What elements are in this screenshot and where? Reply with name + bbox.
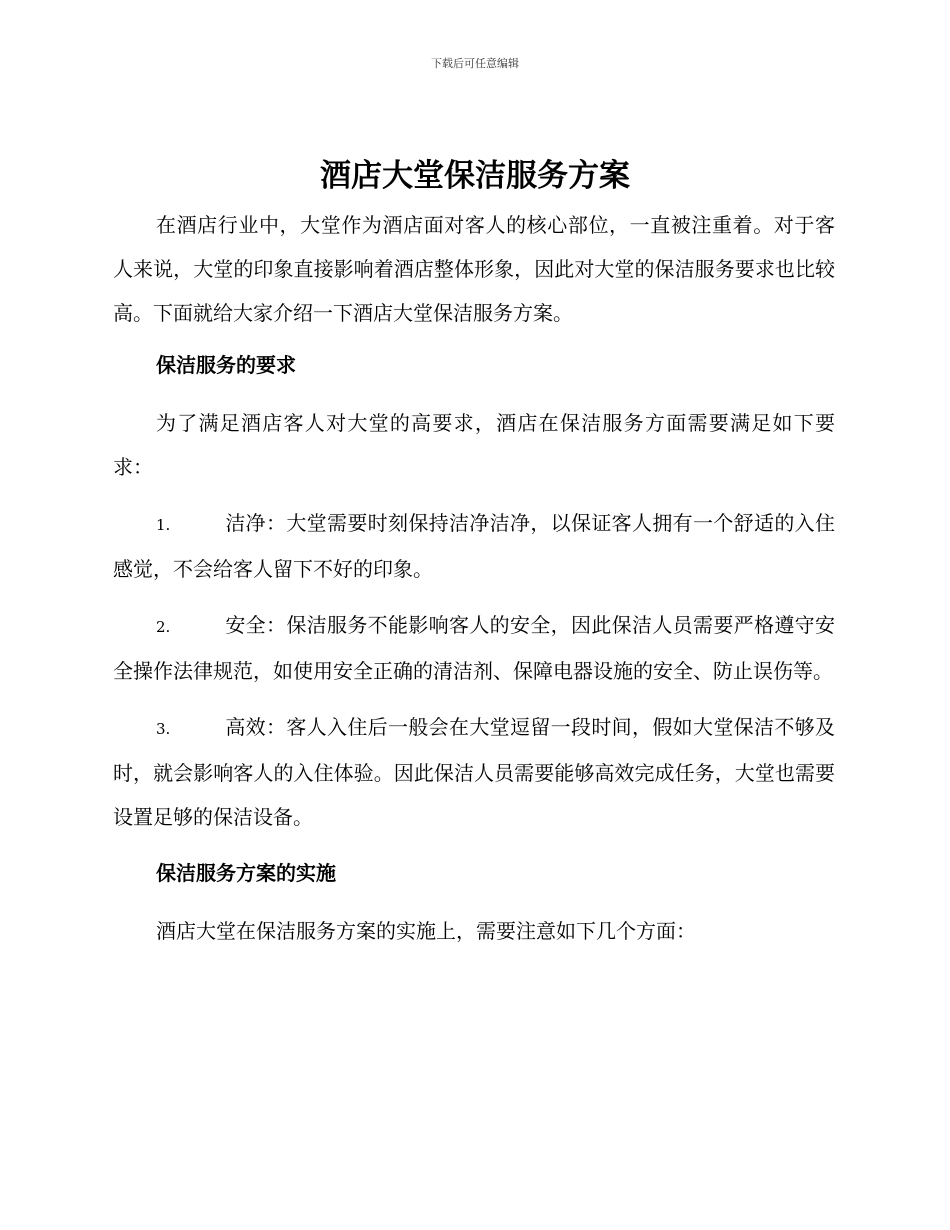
section-heading: 保洁服务的要求 — [156, 353, 296, 377]
list-item — [113, 603, 835, 693]
list-item — [113, 705, 835, 839]
page-header: 下载后可任意编辑 — [431, 57, 519, 70]
list-item-text: 高效：客人入住后一般会在大堂逗留一段时间，假如大堂保洁不够及时，就会影响客人的入住体验。因此保洁人员需要能够高效完成任务，大堂也需要设置足够的保洁设备。 — [113, 715, 835, 829]
list-item-number: 1. — [156, 516, 171, 534]
section-requirements — [113, 343, 835, 839]
document-title: 酒店大堂保洁服务方案 — [320, 158, 630, 194]
intro-paragraph: 在酒店行业中，大堂作为酒店面对客人的核心部位，一直被注重着。对于客人来说，大堂的印象直接影响着酒店整体形象，因此对大堂的保洁服务要求也比较高。下面就给大家介绍一下酒店大堂保洁服务方案。 — [113, 213, 835, 325]
section-implementation — [113, 851, 835, 953]
list-item — [113, 501, 835, 591]
list-item-number: 3. — [156, 720, 171, 738]
section-heading: 保洁服务方案的实施 — [156, 861, 336, 885]
list-item-text: 安全：保洁服务不能影响客人的安全，因此保洁人员需要严格遵守安全操作法律规范，如使用安全正确的清洁剂、保障电器设施的安全、防止误伤等。 — [113, 613, 835, 683]
document-body — [113, 203, 835, 953]
section-intro-paragraph: 酒店大堂在保洁服务方案的实施上，需要注意如下几个方面： — [156, 919, 696, 943]
section-intro-paragraph: 为了满足酒店客人对大堂的高要求，酒店在保洁服务方面需要满足如下要求： — [113, 411, 835, 479]
list-item-number: 2. — [156, 618, 171, 636]
list-item-text: 洁净：大堂需要时刻保持洁净洁净，以保证客人拥有一个舒适的入住感觉，不会给客人留下不好的印象。 — [113, 511, 835, 581]
